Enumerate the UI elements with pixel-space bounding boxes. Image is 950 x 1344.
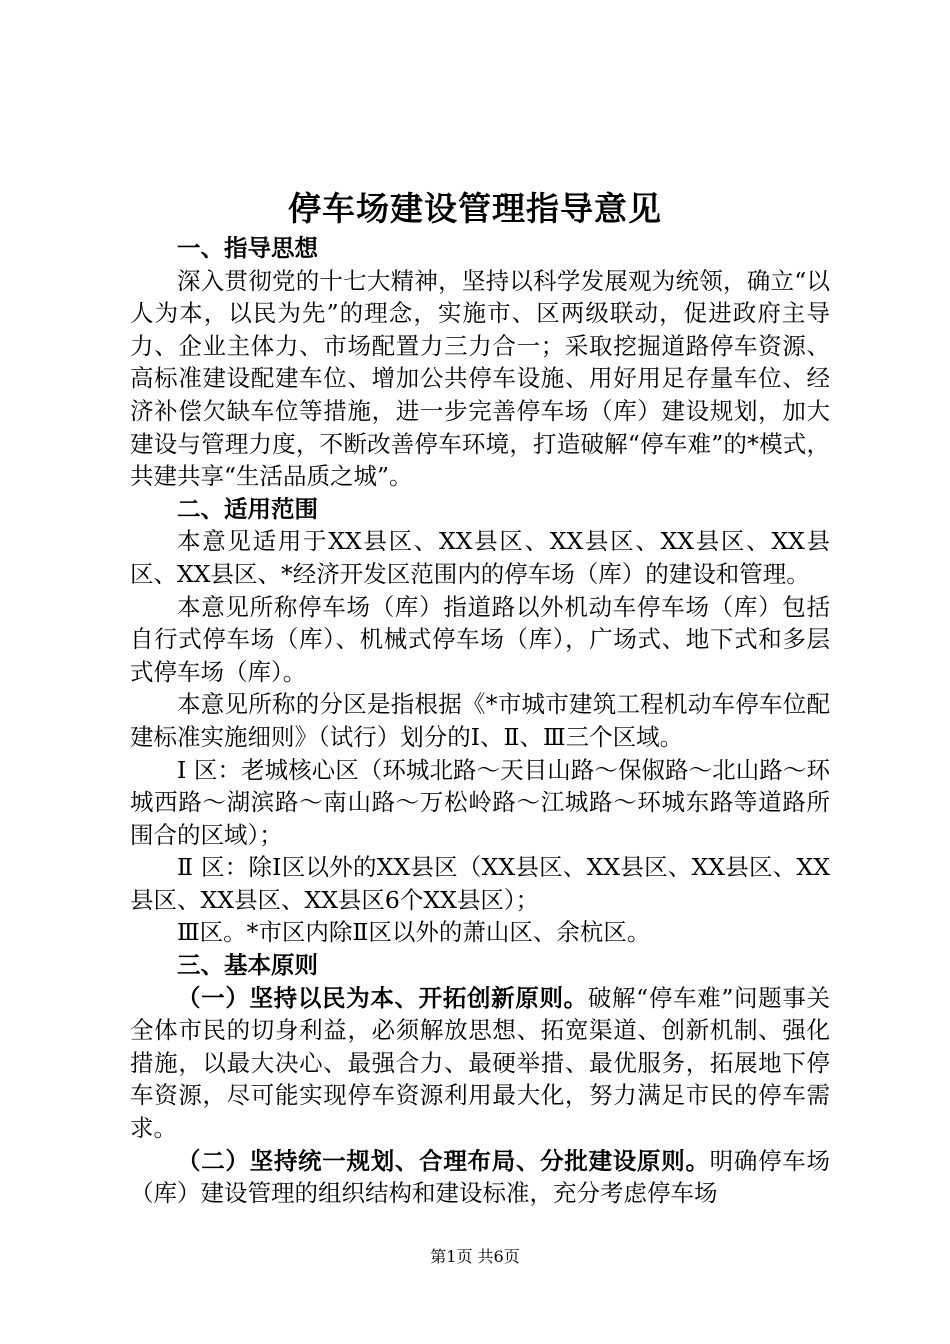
principle-text: 破解“停车难”问题事关全体市民的切身利益，必须解放思想、拓宽渠道、创新机制、强化措施，以最大决心、最强合力、最硬举措、最优服务，拓展地下停车资源，尽可能实现停车资源利用最大化，努力满足市民的停车需求。: [130, 983, 831, 1143]
paragraph: Ⅰ 区：老城核心区（环城北路～天目山路～保俶路～北山路～环城西路～湖滨路～南山路～万松岭路～江城路～环城东路等道路所围合的区域）；: [130, 755, 830, 849]
paragraph: Ⅱ 区：除Ⅰ区以外的XX县区（XX县区、XX县区、XX县区、XX县区、XX县区、XX县区6个XX县区）；: [130, 853, 830, 914]
principle-text: 明确停车场（库）建设管理的组织结构和建设标准，充分考虑停车场: [130, 1146, 831, 1208]
paragraph: 本意见所称停车场（库）指道路以外机动车停车场（库）包括自行式停车场（库）、机械式停车场（库），广场式、地下式和多层式停车场（库）。: [130, 592, 830, 686]
principle-title: （二）坚持统一规划、合理布局、分批建设原则。: [177, 1146, 710, 1175]
paragraph: [130, 982, 830, 1145]
section-heading-scope: 二、适用范围: [177, 494, 318, 523]
paragraph: 深入贯彻党的十七大精神，坚持以科学发展观为统领，确立“以人为本，以民为先”的理念，实施市、区两级联动，促进政府主导力、企业主体力、市场配置力三力合一；采取挖掘道路停车资源、高标准建设配建车位、增加公共停车设施、用好用足存量车位、经济补偿欠缺车位等措施，进一步完善停车场（库）建设规划，加大建设与管理力度，不断改善停车环境，打造破解“停车难”的*模式，共建共享“生活品质之城”。: [130, 266, 830, 491]
principle-title: （一）坚持以民为本、开拓创新原则。: [177, 983, 588, 1012]
section-heading-principles: 三、基本原则: [177, 951, 318, 980]
document-title: 停车场建设管理指导意见: [288, 189, 662, 228]
document-body: [130, 232, 830, 1210]
paragraph: 本意见适用于XX县区、XX县区、XX县区、XX县区、XX县区、XX县区、*经济开发区范围内的停车场（库）的建设和管理。: [130, 527, 830, 588]
paragraph: Ⅲ区。*市区内除Ⅱ区以外的萧山区、余杭区。: [177, 918, 651, 947]
page-footer: 第1页 共6页: [430, 1247, 520, 1266]
paragraph: [130, 1145, 830, 1210]
paragraph: 本意见所称的分区是指根据《*市城市建筑工程机动车停车位配建标准实施细则》（试行）划分的Ⅰ、Ⅱ、Ⅲ三个区域。: [130, 690, 830, 751]
section-heading-guiding-ideology: 一、指导思想: [177, 234, 318, 262]
